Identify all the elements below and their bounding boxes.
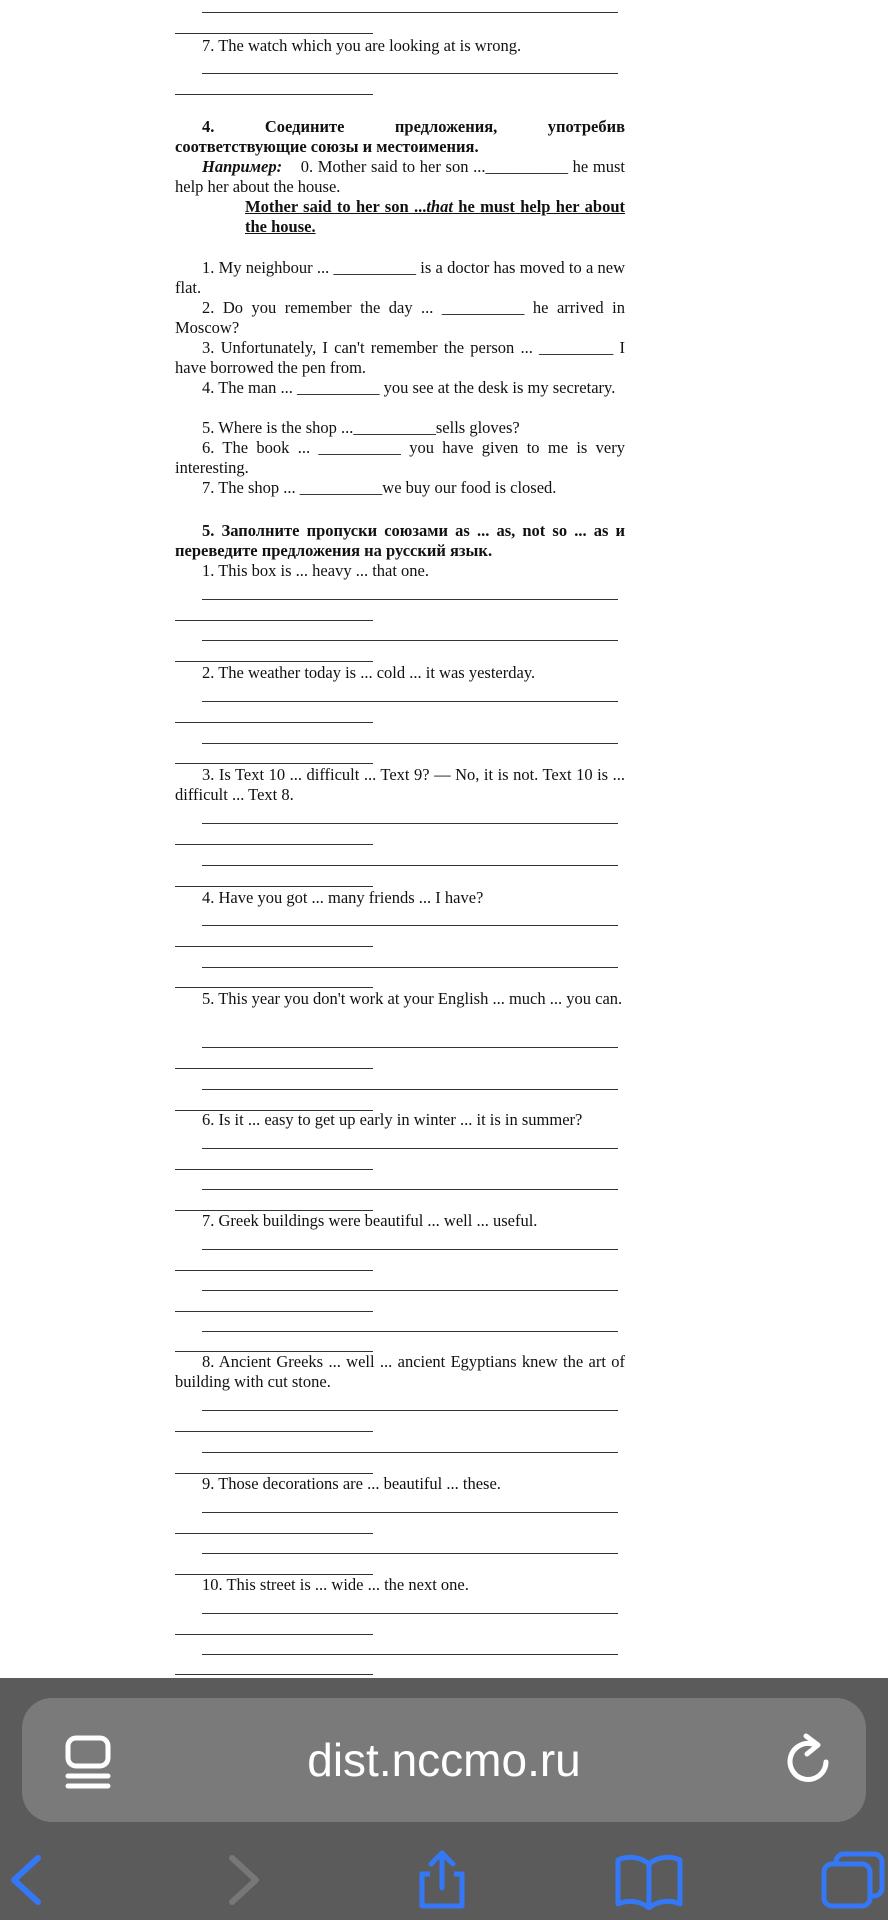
task4-word: употребив <box>547 117 625 136</box>
answer-line <box>175 1169 373 1170</box>
answer-line <box>175 1311 373 1312</box>
answer-line <box>175 1431 373 1432</box>
share-icon[interactable] <box>412 1850 472 1910</box>
answer-line <box>175 763 373 764</box>
task4-item: 1. My neighbour ... __________ is a doctor has moved to a new flat. <box>175 258 625 297</box>
answer-line <box>202 865 618 866</box>
answer-line <box>202 1331 618 1332</box>
task4-item: 5. Where is the shop ...__________sells gloves? <box>202 418 520 437</box>
task5-heading: 5. Заполните пропуски союзами as ... as, not so ... as и переведите предложения на русский язык. <box>175 521 625 560</box>
task4-word: Соедините <box>264 117 345 136</box>
answer-line <box>175 1270 373 1271</box>
task4-item: 4. The man ... __________ you see at the desk is my secretary. <box>202 378 616 397</box>
answer-line <box>202 925 618 926</box>
answer-line <box>202 1290 618 1291</box>
answer-line <box>175 1674 373 1675</box>
browser-toolbar <box>0 1678 888 1920</box>
task5-item: 2. The weather today is ... cold ... it was yesterday. <box>202 663 536 682</box>
reload-icon[interactable] <box>780 1732 838 1790</box>
answer-line <box>175 1068 373 1069</box>
answer-line <box>175 33 373 34</box>
answer-line <box>202 1452 618 1453</box>
url-text[interactable]: dist.nccmo.ru <box>307 1734 581 1786</box>
task4-item: 3. Unfortunately, I can't remember the person ... _________ I have borrowed the pen from. <box>175 338 625 377</box>
example-text: 0. Mother said to her son ...__________ he must help her about the house. <box>175 157 626 196</box>
answer-line <box>175 946 373 947</box>
task-item: 7. The watch which you are looking at is wrong. <box>202 36 522 55</box>
example-answer <box>245 197 625 237</box>
answer-line <box>202 823 618 824</box>
task5-item: 10. This street is ... wide ... the next one. <box>202 1575 469 1594</box>
task4-number: 4. <box>202 117 215 136</box>
task4-item: 6. The book ... __________ you have given to me is very interesting. <box>175 438 625 477</box>
answer-line <box>202 640 618 641</box>
answer-line <box>202 967 618 968</box>
answer-line <box>202 73 618 74</box>
answer-line <box>202 1047 618 1048</box>
answer-line <box>202 743 618 744</box>
task5-item: 4. Have you got ... many friends ... I have? <box>202 888 484 907</box>
answer-line <box>202 1654 618 1655</box>
task5-item: 1. This box is ... heavy ... that one. <box>202 561 430 580</box>
answer-line <box>175 722 373 723</box>
bookmarks-icon[interactable] <box>614 1850 684 1910</box>
answer-line <box>175 844 373 845</box>
example-answer-part: he must help her about the house. <box>245 197 625 236</box>
answer-line <box>202 1089 618 1090</box>
task5-item: 6. Is it ... easy to get up early in winter ... it is in summer? <box>202 1110 583 1129</box>
task5-item: 8. Ancient Greeks ... well ... ancient Egyptians knew the art of building with cut stone. <box>175 1352 625 1391</box>
answer-line <box>202 701 618 702</box>
answer-line <box>202 12 618 13</box>
task4-item: 7. The shop ... __________we buy our food is closed. <box>202 478 557 497</box>
tabs-icon[interactable] <box>820 1850 888 1910</box>
answer-line <box>175 620 373 621</box>
answer-line <box>202 599 618 600</box>
answer-line <box>202 1148 618 1149</box>
answer-line <box>202 1512 618 1513</box>
answer-line <box>175 1634 373 1635</box>
task4-example <box>175 157 625 197</box>
task5-item: 5. This year you don't work at your English ... much ... you can. <box>202 989 623 1008</box>
task4-item: 2. Do you remember the day ... __________ he arrived in Moscow? <box>175 298 625 337</box>
forward-icon[interactable] <box>210 1850 270 1910</box>
task4-word: предложения, <box>394 117 498 136</box>
answer-line <box>175 1533 373 1534</box>
back-icon[interactable] <box>0 1850 60 1910</box>
answer-line <box>175 987 373 988</box>
answer-line <box>202 1553 618 1554</box>
answer-line <box>175 661 373 662</box>
answer-line <box>175 886 373 887</box>
task5-item: 7. Greek buildings were beautiful ... well ... useful. <box>202 1211 538 1230</box>
example-answer-that: that <box>426 197 453 216</box>
answer-line <box>202 1613 618 1614</box>
task5-item: 9. Those decorations are ... beautiful ... these. <box>202 1474 501 1493</box>
example-label: Например: <box>202 157 283 176</box>
answer-line <box>202 1249 618 1250</box>
task5-item: 3. Is Text 10 ... difficult ... Text 9? — No, it is not. Text 10 is ... difficult ... Text 8. <box>175 765 625 804</box>
answer-line <box>175 94 373 95</box>
task4-heading <box>175 117 625 137</box>
answer-line <box>202 1410 618 1411</box>
task4-heading-line2: соответствующие союзы и местоимения. <box>175 137 479 156</box>
example-answer-part: Mother said to her son ... <box>245 197 427 216</box>
answer-line <box>202 1189 618 1190</box>
address-bar[interactable] <box>22 1698 866 1822</box>
